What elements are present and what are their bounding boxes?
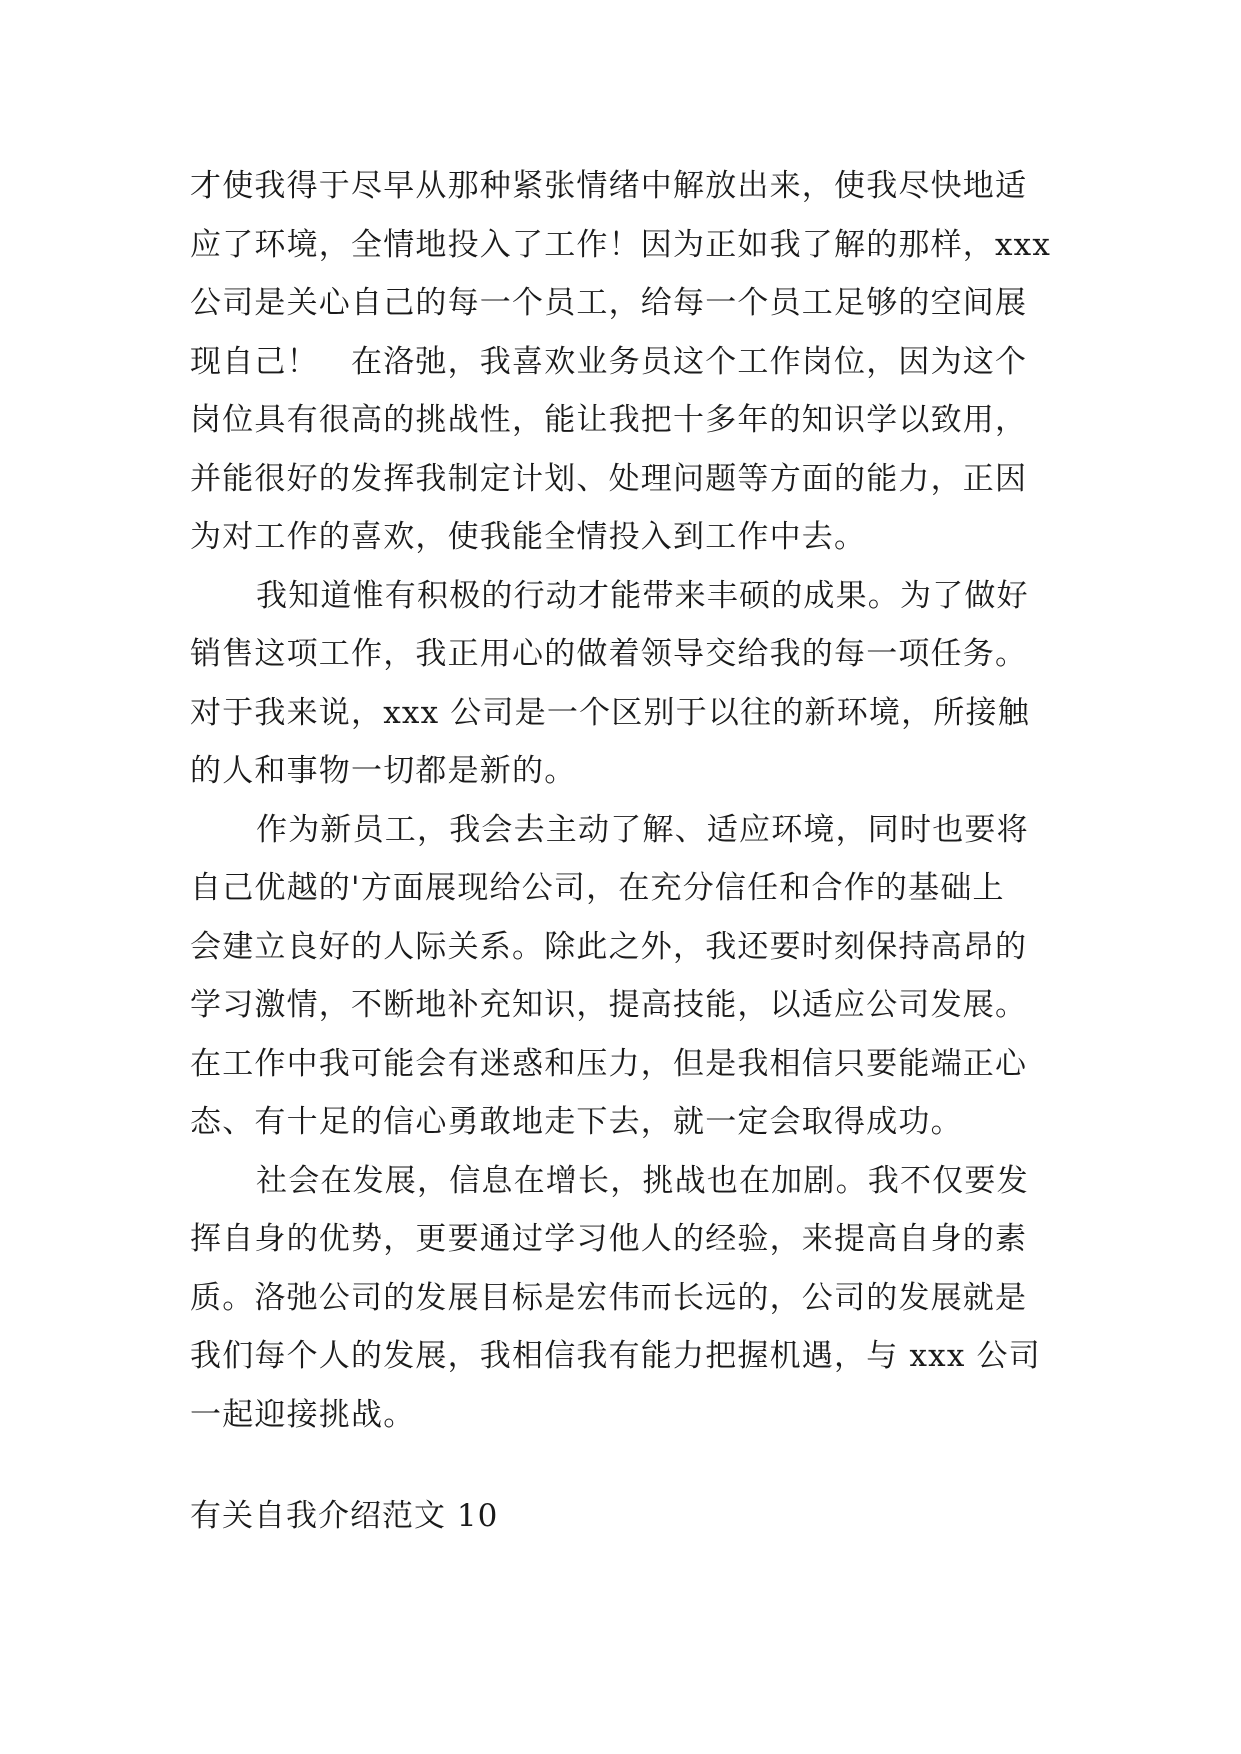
paragraph: [190, 567, 1060, 801]
text-line: 一起迎接挑战。: [190, 1396, 416, 1433]
text-line: 学习激情，不断地补充知识，提高技能，以适应公司发展。: [190, 987, 1028, 1023]
text-line: 作为新员工，我会去主动了解、适应环境，同时也要将: [256, 811, 1029, 848]
text-line: 质。洛弛公司的发展目标是宏伟而长远的，公司的发展就是: [190, 1279, 1028, 1316]
section-heading: 有关自我介绍范文 10: [190, 1498, 499, 1534]
text-line: 在工作中我可能会有迷惑和压力，但是我相信只要能端正心: [190, 1045, 1028, 1082]
text-line: 的人和事物一切都是新的。: [190, 753, 577, 789]
text-line: 对于我来说，xxx 公司是一个区别于以往的新环境，所接触: [190, 694, 1030, 731]
text-line: 现自己！ 在洛弛，我喜欢业务员这个工作岗位，因为这个: [190, 343, 1028, 380]
text-line: 社会在发展，信息在增长，挑战也在加剧。我不仅要发: [256, 1162, 1029, 1199]
text-line: 应了环境，全情地投入了工作！因为正如我了解的那样，xxx: [190, 226, 1052, 263]
text-line: 会建立良好的人际关系。除此之外，我还要时刻保持高昂的: [190, 928, 1028, 965]
text-line: 自己优越的'方面展现给公司，在充分信任和合作的基础上: [190, 870, 1005, 906]
text-line: 销售这项工作，我正用心的做着领导交给我的每一项任务。: [190, 636, 1028, 672]
paragraph: [190, 157, 1060, 567]
text-line: 态、有十足的信心勇敢地走下去，就一定会取得成功。: [190, 1104, 963, 1140]
text-line: 我知道惟有积极的行动才能带来丰硕的成果。为了做好: [256, 577, 1029, 614]
document-body: [190, 157, 1060, 1444]
paragraph: [190, 801, 1060, 1152]
text-line: 并能很好的发挥我制定计划、处理问题等方面的能力，正因: [190, 460, 1028, 497]
text-line: 才使我得于尽早从那种紧张情绪中解放出来，使我尽快地适: [190, 168, 1028, 204]
text-line: 岗位具有很高的挑战性，能让我把十多年的知识学以致用，: [190, 402, 1028, 438]
paragraph: [190, 1152, 1060, 1445]
text-line: 为对工作的喜欢，使我能全情投入到工作中去。: [190, 519, 867, 555]
text-line: 公司是关心自己的每一个员工，给每一个员工足够的空间展: [190, 285, 1028, 321]
text-line: 我们每个人的发展，我相信我有能力把握机遇，与 xxx 公司: [190, 1338, 1041, 1374]
text-line: 挥自身的优势，更要通过学习他人的经验，来提高自身的素: [190, 1221, 1028, 1257]
